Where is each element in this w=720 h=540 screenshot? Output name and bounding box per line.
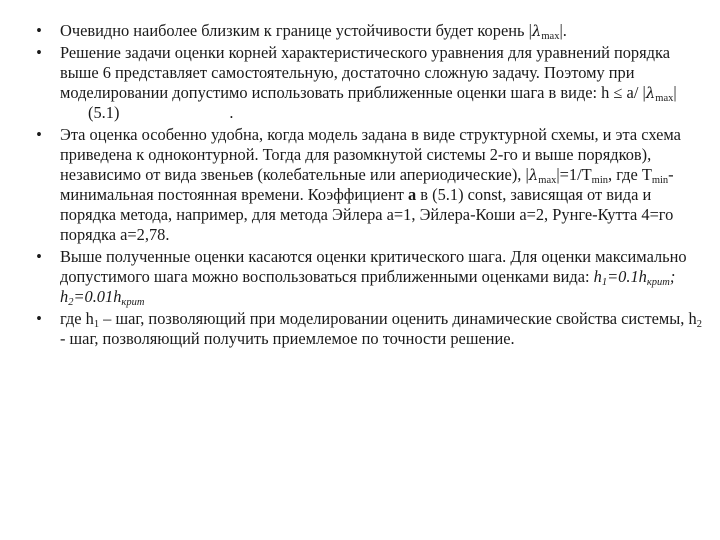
subscript: max <box>538 175 557 186</box>
text-run: где <box>60 309 86 328</box>
coefficient-symbol: a <box>408 185 417 204</box>
text-run: Решение задачи оценки корней характеристического уравнения для уравнений порядка выше 6 представляет самостоятельную, достаточно сложную задачу. Поэтому при моделировании допустимо использовать приближенные оценки шага в виде: <box>60 43 670 102</box>
formula-part: =0.01h <box>73 287 122 306</box>
text-run: ≤ a/ | <box>609 83 646 102</box>
equation-number: (5.1) <box>88 103 120 122</box>
bullet-text <box>60 21 703 41</box>
subscript: max <box>541 31 560 42</box>
subscript: 2 <box>696 319 702 330</box>
bullet-item-4 <box>33 247 703 307</box>
subscript: max <box>655 93 674 104</box>
text-run: |. <box>559 21 567 40</box>
step-symbol: h <box>688 309 697 328</box>
bullet-icon: • <box>36 125 42 144</box>
text-run: - минимальная постоянная времени. Коэффициент <box>60 165 674 204</box>
subscript: крит <box>646 277 670 288</box>
step-symbol: h <box>601 83 610 102</box>
text-run: в (5.1) const, зависящая от вида и порядка метода, например, для метода Эйлера a=1, Эйлера-Коши a=2, Рунге-Кутта 4=го порядка a=2,78. <box>60 185 674 244</box>
bullet-icon: • <box>36 43 42 62</box>
bullet-list <box>33 21 703 351</box>
text-run: Эта оценка особенно удобна, когда модель задана в виде структурной схемы, и эта схема приведена к одноконтурной. Тогда для разомкнутой системы 2-го и выше порядков), независимо от вида звеньев (колебательные или апериодические), | <box>60 125 681 184</box>
bullet-text <box>60 309 703 349</box>
bullet-item-2 <box>33 43 703 123</box>
bullet-icon: • <box>36 309 42 328</box>
text-run: - шаг, позволяющий получить приемлемое по точности решение. <box>60 329 515 348</box>
bullet-icon: • <box>36 247 42 266</box>
text-run: |=1/T <box>556 165 592 184</box>
bullet-item-5 <box>33 309 703 349</box>
lambda-symbol: λ <box>645 84 656 102</box>
subscript: min <box>651 175 669 186</box>
bullet-item-1 <box>33 21 703 41</box>
bullet-icon: • <box>36 21 42 40</box>
bullet-item-3 <box>33 125 703 245</box>
subscript: 1 <box>601 277 608 288</box>
text-run: Выше полученные оценки касаются оценки критического шага. Для оценки максимально допустимого шага можно воспользоваться приближенными оценками вида: <box>60 247 687 286</box>
text-run: – шаг, позволяющий при моделировании оценить динамические свойства системы, <box>99 309 689 328</box>
text-run: . <box>229 103 234 122</box>
lambda-symbol: λ <box>531 22 542 40</box>
formula-part: h <box>60 287 69 306</box>
subscript: min <box>591 175 608 186</box>
text-run: Очевидно наиболее близким к границе устойчивости будет корень | <box>60 21 532 40</box>
bullet-text <box>60 125 703 245</box>
formula-separator: ; <box>669 267 676 286</box>
bullet-text <box>60 247 703 307</box>
text-run: , где T <box>608 165 652 184</box>
subscript: 1 <box>93 319 100 330</box>
text-run: | <box>673 83 677 102</box>
subscript: крит <box>121 297 145 308</box>
bullet-text <box>60 43 703 123</box>
step-symbol: h <box>85 309 94 328</box>
formula-part: h <box>593 267 602 286</box>
lambda-symbol: λ <box>528 166 539 184</box>
subscript: 2 <box>68 297 74 308</box>
formula-part: =0.1h <box>607 267 647 286</box>
